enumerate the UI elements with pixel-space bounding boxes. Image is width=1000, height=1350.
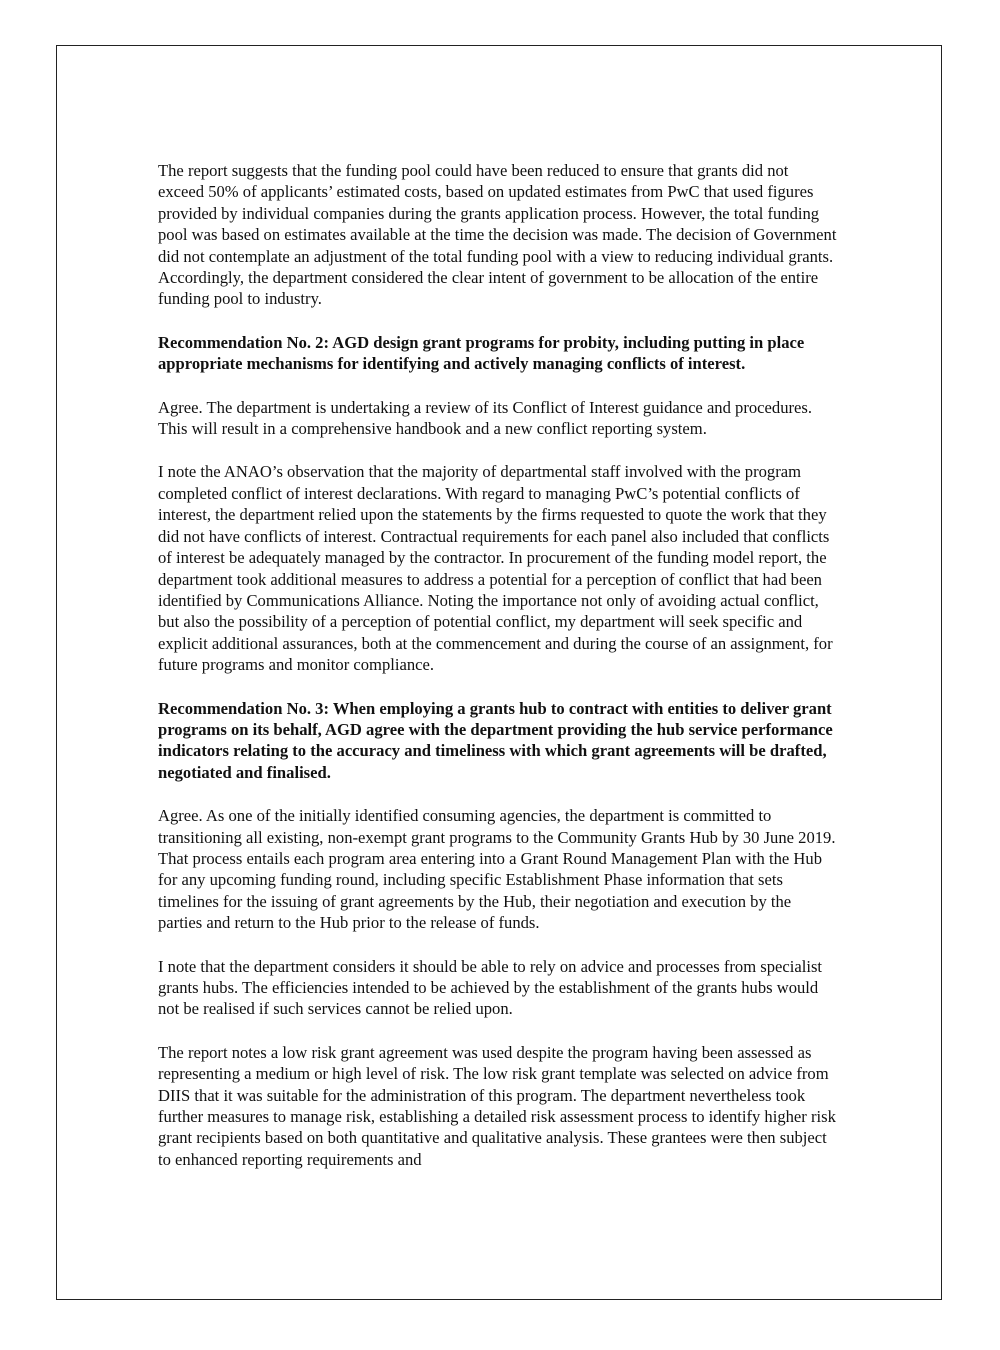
document-body xyxy=(158,160,838,1192)
paragraph-funding-pool: The report suggests that the funding pool could have been reduced to ensure that grants did not exceed 50% of applicants’ estimated costs, based on updated estimates from PwC that used figures provided by individual companies during the grants application process. However, the total funding pool was based on estimates available at the time the decision was made. The decision of Government did not contemplate an adjustment of the total funding pool with a view to reducing individual grants. Accordingly, the department considered the clear intent of government to be allocation of the entire funding pool to industry. xyxy=(158,161,837,309)
paragraph-low-risk-agreement: The report notes a low risk grant agreement was used despite the program having been assessed as representing a medium or high level of risk. The low risk grant template was selected on advice from DIIS that it was suitable for the administration of this program. The department nevertheless took further measures to manage risk, establishing a detailed risk assessment process to identify higher risk grant recipients based on both quantitative and qualitative analysis. These grantees were then subject to enhanced reporting requirements and xyxy=(158,1042,836,1169)
recommendation-3-heading: Recommendation No. 3: When employing a grants hub to contract with entities to deliver grant programs on its behalf, AGD agree with the department providing the hub service performance indicators relating to the accuracy and timeliness with which grant agreements will be drafted, negotiated and finalised. xyxy=(158,698,833,782)
paragraph-rec2-response: Agree. The department is undertaking a review of its Conflict of Interest guidance and procedures. This will result in a comprehensive handbook and a new conflict reporting system. xyxy=(158,397,812,439)
paragraph-grants-hubs: I note that the department considers it should be able to rely on advice and processes from specialist grants hubs. The efficiencies intended to be achieved by the establishment of the grants hubs would not be realised if such services cannot be relied upon. xyxy=(158,956,823,1019)
paragraph-conflicts-of-interest: I note the ANAO’s observation that the majority of departmental staff involved with the program completed conflict of interest declarations. With regard to managing PwC’s potential conflicts of interest, the department relied upon the statements by the firms requested to quote the work that they did not have conflicts of interest. Contractual requirements for each panel also included that conflicts of interest be adequately managed by the contractor. In procurement of the funding model report, the department took additional measures to address a potential for a perception of conflict that had been identified by Communications Alliance. Noting the importance not only of avoiding actual conflict, but also the possibility of a perception of potential conflict, my department will seek specific and explicit additional assurances, both at the commencement and during the course of an assignment, for future programs and monitor compliance. xyxy=(158,462,833,675)
recommendation-2-heading: Recommendation No. 2: AGD design grant programs for probity, including putting in place appropriate mechanisms for identifying and actively managing conflicts of interest. xyxy=(158,332,805,374)
paragraph-rec3-response: Agree. As one of the initially identified consuming agencies, the department is committed to transitioning all existing, non-exempt grant programs to the Community Grants Hub by 30 June 2019. That process entails each program area entering into a Grant Round Management Plan with the Hub for any upcoming funding round, including specific Establishment Phase information that sets timelines for the issuing of grant agreements by the Hub, their negotiation and execution by the parties and return to the Hub prior to the release of funds. xyxy=(158,806,836,933)
